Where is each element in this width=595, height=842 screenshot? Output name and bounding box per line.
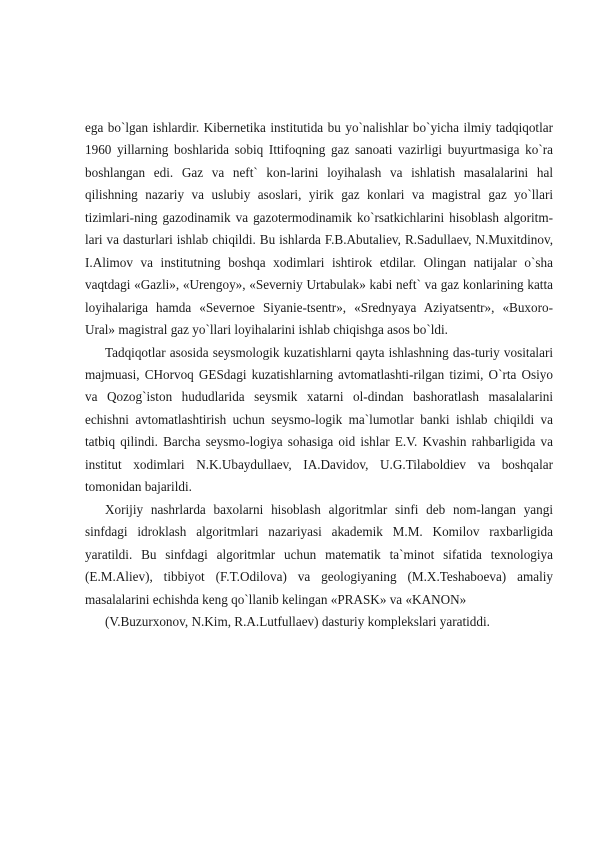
paragraph-recognition-algorithms: Xorijiy nashrlarda baxolarni hisoblash algoritmlar sinfi deb nom-langan yangi sinfdagi idroklash algoritmlari nazariyasi akademik M.M. Komilov raxbarligida yaratildi. Bu sinfdagi algoritmlar uchun matematik ta`minot sifatida texnologiya (E.M.Aliev), tibbiyot (F.T.Odilova) va geologiyaning (M.X.Teshaboeva) amaliy masalalarini echishda keng qo`llanib kelingan «PRASK» va «KANON» — [85, 501, 553, 607]
paragraph-software-complexes: (V.Buzurxonov, N.Kim, R.A.Lutfullaev) dasturiy komplekslari yaratiddi. — [105, 613, 490, 629]
paragraph-seismology: Tadqiqotlar asosida seysmologik kuzatishlarni qayta ishlashning das-turiy vositalari majmuasi, CHorvoq GESdagi kuzatishlarning avtomatlashti-rilgan tizimi, O`rta Osiyo va Qozog`iston hududlarida seysmik xatarni ol-dindan bashoratlash masalalarini echishni avtomatlashtirish uchun seysmo-logik ma`lumotlar banki ishlab chiqildi va tatbiq qilindi. Barcha seysmo-logiya sohasiga oid ishlar E.V. Kvashin rahbarligida va institut xodimlari N.K.Ubaydullaev, IA.Davidov, U.G.Tilaboldiev va boshqalar tomonidan bajarildi. — [85, 344, 553, 495]
document-body — [85, 117, 553, 633]
paragraph-gas-research: ega bo`lgan ishlardir. Kibernetika institutida bu yo`nalishlar bo`yicha ilmiy tadqiqotlar 1960 yillarning boshlarida sobiq Ittifoqning gaz sanoati vazirligi buyurtmasiga ko`ra boshlangan edi. Gaz va neft` kon-larini loyihalash va ishlatish masalalarini hal qilishning nazariy va uslubiy asoslari, yirik gaz konlari va magistral gaz yo`llari tizimlari-ning gazodinamik va gazotermodinamik ko`rsatkichlarini hisoblash algoritm-lari va dasturlari ishlab chiqildi. Bu ishlarda F.B.Abutaliev, R.Sadullaev, N.Muxitdinov, I.Alimov va institutning boshqa xodimlari ishtirok etdilar. Olingan natijalar o`sha vaqtdagi «Gazli», «Urengoy», «Severniy Urtabulak» kabi neft` va gaz konlarining katta loyihalariga hamda «Severnoe Siyanie-tsentr», «Srednyaya Aziyatsentr», «Buxoro-Ural» magistral gaz yo`llari loyihalarini ishlab chiqishga asos bo`ldi. — [85, 120, 553, 338]
